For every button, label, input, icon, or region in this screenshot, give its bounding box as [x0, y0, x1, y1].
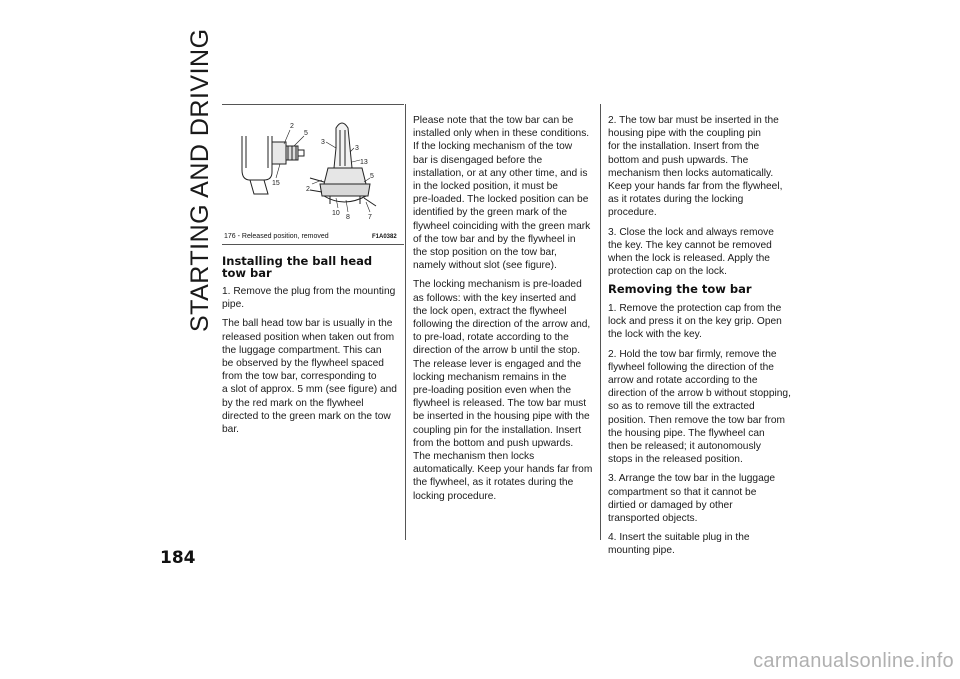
paragraph: 1. Remove the plug from the mounting pipe. [222, 286, 396, 311]
paragraph: The locking mechanism is pre-loaded as follows: with the key inserted and the lock open, extract the flywheel following the direction of the arrow and, to pre-load, rotate according to the direction of the arrow b until the stop. The release lever is engaged and the locking mechanism remains in the pre-loading position even when the flywheel is released. The tow bar must be inserted in the housing pipe with the coupling pin for the installation. Insert from the bottom and push upwards. The mechanism then locks automatically. Keep your hands far from the flywheel, as it rotates during the locking procedure. [413, 279, 593, 502]
column-2 [413, 114, 593, 509]
figure-code: F1A0382 [372, 234, 397, 240]
heading-installing: Installing the ball head tow bar [222, 254, 373, 280]
section-title: STARTING AND DRIVING [186, 28, 214, 332]
paragraph: 1. Remove the protection cap from the lock and press it on the key grip. Open the lock with the key. [608, 302, 782, 341]
column-3 [608, 114, 793, 564]
paragraph: 3. Arrange the tow bar in the luggage compartment so that it cannot be dirtied or damaged by other transported objects. [608, 473, 776, 524]
column-divider-1 [405, 104, 406, 540]
figure-caption: 176 - Released position, removed [224, 233, 329, 240]
tow-bar-figure [224, 108, 402, 228]
column-divider-2 [600, 104, 601, 540]
watermark-link[interactable]: carmanualsonline.info [753, 650, 954, 672]
callout-5b: 5 [370, 173, 374, 180]
figure-top-rule [222, 104, 404, 105]
callout-5a: 5 [304, 130, 308, 137]
column-1 [222, 256, 402, 442]
figure-bottom-rule [222, 244, 404, 245]
heading-removing: Removing the tow bar [608, 282, 752, 297]
paragraph: 2. The tow bar must be inserted in the housing pipe with the coupling pin for the installation. Insert from the bottom and push upwards. The mechanism then locks automatically. Keep your hands far from the flywheel, as it rotates during the locking procedure. [608, 115, 783, 219]
paragraph: Please note that the tow bar can be installed only when in these conditions. If the locking mechanism of the tow bar is disengaged before the installation, or at any other time, and is in the locked position, it must be pre-loaded. The locked position can be identified by the green mark of the flywheel coinciding with the green mark of the tow bar and by the flywheel in the stop position on the tow bar, namely without slot (see figure). [413, 115, 591, 272]
callout-8: 8 [346, 214, 350, 221]
callout-2b: 2 [306, 186, 310, 193]
page-number: 184 [160, 548, 196, 568]
paragraph: 2. Hold the tow bar firmly, remove the flywheel following the direction of the arrow and rotate according to the direction of the arrow b without stopping, so as to remove till the extracted position. Then remove the tow bar from the housing pipe. The flywheel can then be released; it autonomously stops in the released position. [608, 348, 791, 466]
callout-10: 10 [332, 210, 340, 217]
callout-13: 13 [360, 159, 368, 166]
callout-3a: 3 [321, 139, 325, 146]
paragraph: 3. Close the lock and always remove the key. The key cannot be removed when the lock is released. Apply the protection cap on the lock. [608, 226, 774, 278]
callout-3b: 3 [355, 145, 359, 152]
paragraph: 4. Insert the suitable plug in the mounting pipe. [608, 532, 750, 557]
callout-2a: 2 [290, 123, 294, 130]
callout-7: 7 [368, 214, 372, 221]
paragraph: The ball head tow bar is usually in the released position when taken out from the luggage compartment. This can be observed by the flywheel spaced from the tow bar, corresponding to a slot of approx. 5 mm (see figure) and by the red mark on the flywheel directed to the green mark on the tow bar. [222, 318, 397, 436]
callout-15: 15 [272, 180, 280, 187]
